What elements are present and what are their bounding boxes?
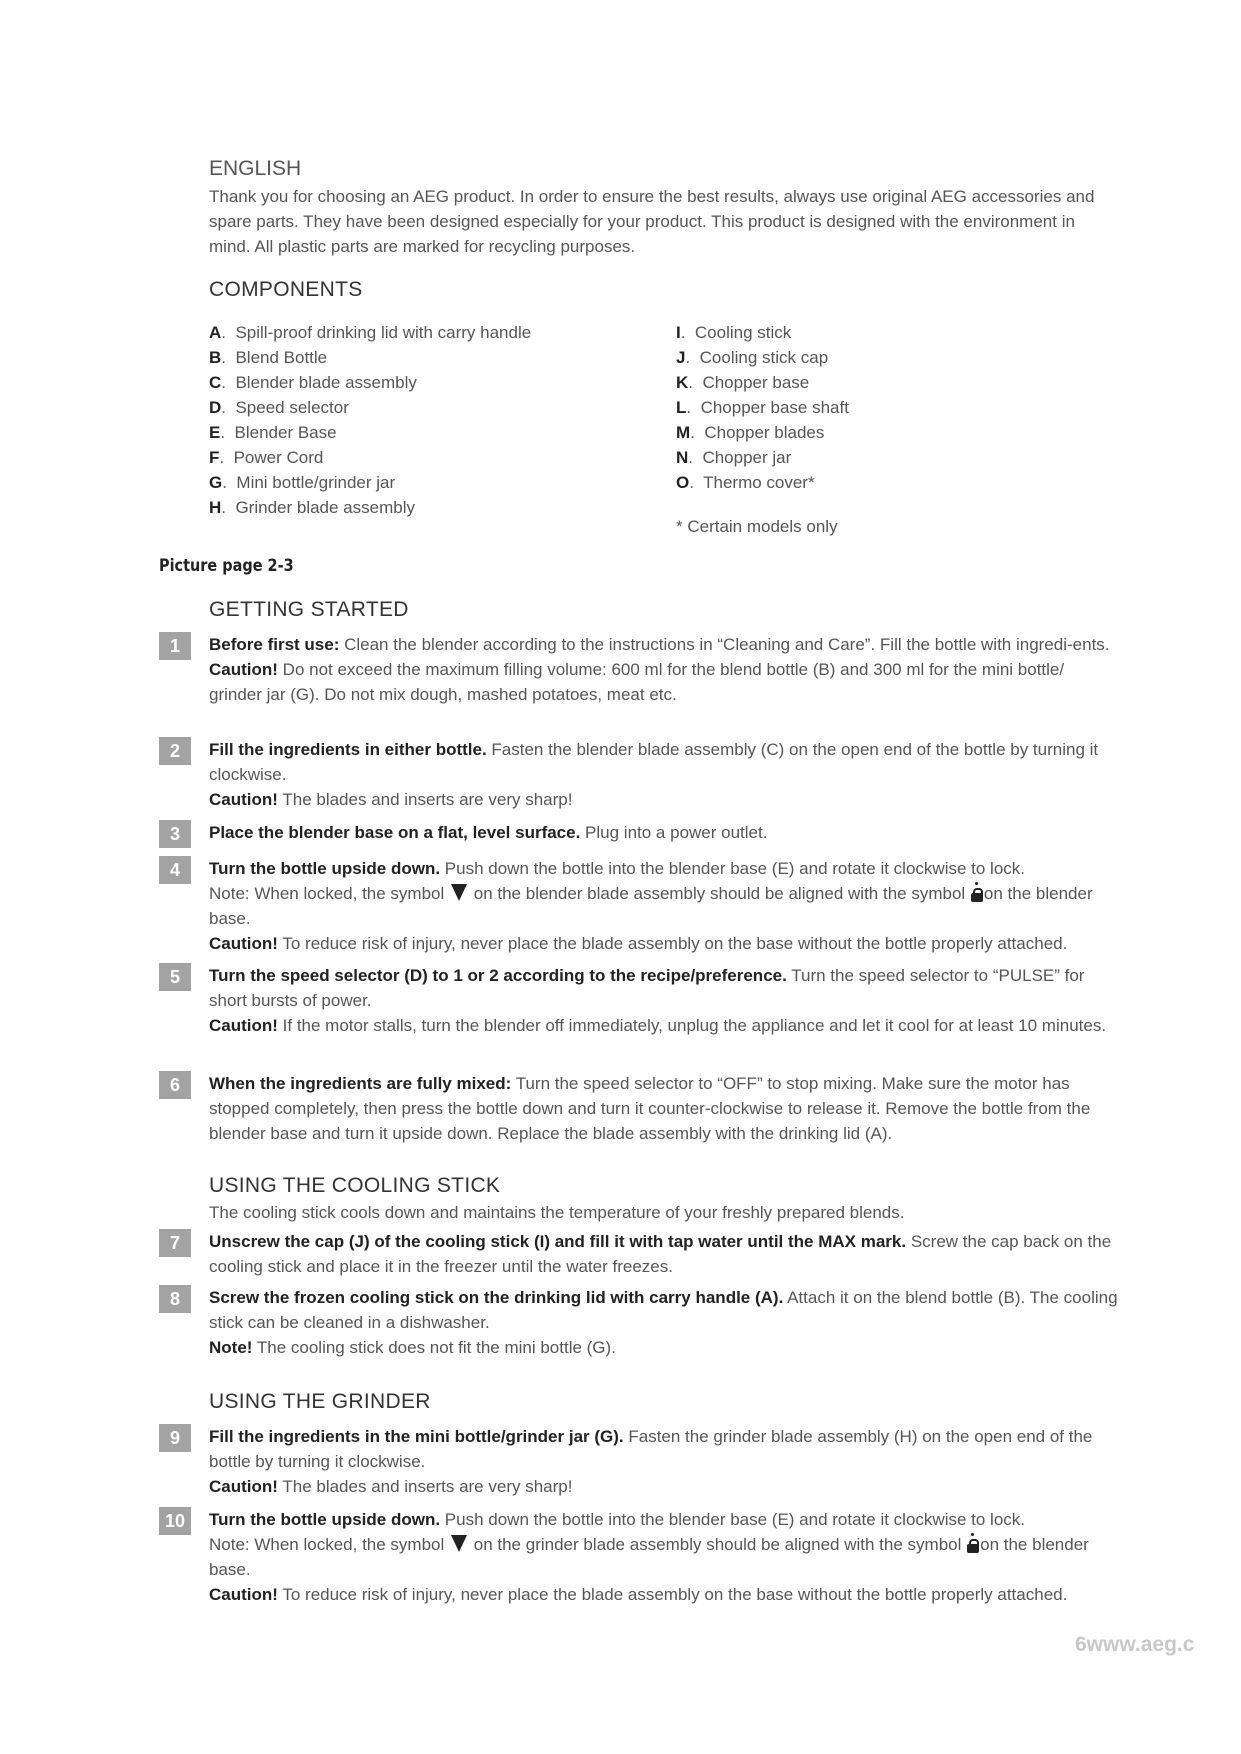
step-number-badge: 8 [159,1285,191,1313]
step-number-badge: 1 [159,632,191,660]
step-text: Turn the bottle upside down. Push down the bottle into the blender base (E) and rotate it clockwise to lock. Note: When locked, the symbol on the blender blade assembly should be aligned with the symbol on the blender base. Caution! To reduce risk of injury, never place the blade assembly on the base without the bottle properly attached. [209,859,1093,953]
component-item: F. Power Cord [209,448,324,467]
step-text: Turn the bottle upside down. Push down the bottle into the blender base (E) and rotate it clockwise to lock. Note: When locked, the symbol on the grinder blade assembly should be aligned with the symbol on the blender base. Caution! To reduce risk of injury, never place the blade assembly on the base without the bottle properly attached. [209,1510,1089,1604]
component-item: J. Cooling stick cap [676,348,829,367]
step-number-badge: 9 [159,1424,191,1452]
cooling-stick-intro: The cooling stick cools down and maintains the temperature of your freshly prepared blends. [209,1203,905,1222]
component-item: H. Grinder blade assembly [209,498,415,517]
component-item: G. Mini bottle/grinder jar [209,473,396,492]
component-item: D. Speed selector [209,398,349,417]
arrow-down-symbol-icon [451,884,467,901]
component-item: O. Thermo cover* [676,473,815,492]
components-list-left [209,320,531,520]
step-text: Fill the ingredients in either bottle. Fasten the blender blade assembly (C) on the open end of the bottle by turning it clockwise. Caution! The blades and inserts are very sharp! [209,740,1099,809]
step-number-badge: 6 [159,1071,191,1099]
grinder-heading: USING THE GRINDER [209,1390,431,1413]
component-item: L. Chopper base shaft [676,398,849,417]
step-number-badge: 3 [159,820,191,848]
page-footer: 6www.aeg.c [1075,1633,1195,1656]
lock-symbol-icon [967,1535,979,1553]
component-item: A. Spill-proof drinking lid with carry handle [209,323,532,342]
step-text: Unscrew the cap (J) of the cooling stick (I) and fill it with tap water until the MAX mark. Screw the cap back on the cooling stick and place it in the freezer until the water freezes. [209,1232,1112,1276]
components-list-right [676,320,849,495]
components-heading: COMPONENTS [209,278,363,301]
step-text: Place the blender base on a flat, level surface. Plug into a power outlet. [209,823,768,842]
step-number-badge: 2 [159,737,191,765]
language-heading: ENGLISH [209,157,302,180]
cooling-stick-heading: USING THE COOLING STICK [209,1174,501,1197]
component-item: N. Chopper jar [676,448,792,467]
components-footnote: * Certain models only [676,517,838,536]
step-number-badge: 10 [159,1507,191,1535]
step-number-badge: 5 [159,963,191,991]
step-text: When the ingredients are fully mixed: Turn the speed selector to “OFF” to stop mixing. Make sure the motor has stopped completely, then press the bottle down and turn it counter-clockwise to release it. Remove the bottle from the blender base and turn it upside down. Replace the blade assembly with the drinking lid (A). [209,1074,1091,1143]
component-item: I. Cooling stick [676,323,792,342]
step-text: Turn the speed selector (D) to 1 or 2 according to the recipe/preference. Turn the speed selector to “PULSE” for short bursts of power. Caution! If the motor stalls, turn the blender off immediately, unplug the appliance and let it cool for at least 10 minutes. [209,966,1107,1035]
step-text: Fill the ingredients in the mini bottle/grinder jar (G). Fasten the grinder blade assembly (H) on the open end of the bottle by turning it clockwise. Caution! The blades and inserts are very sharp! [209,1427,1093,1496]
component-item: K. Chopper base [676,373,810,392]
component-item: B. Blend Bottle [209,348,328,367]
picture-reference: Picture page 2-3 [159,556,294,576]
step-text: Screw the frozen cooling stick on the drinking lid with carry handle (A). Attach it on the blend bottle (B). The cooling stick can be cleaned in a dishwasher. Note! The cooling stick does not fit the mini bottle (G). [209,1288,1118,1357]
arrow-down-symbol-icon [451,1535,467,1552]
getting-started-heading: GETTING STARTED [209,598,409,621]
step-number-badge: 7 [159,1229,191,1257]
component-item: M. Chopper blades [676,423,825,442]
step-text: Before first use: Clean the blender according to the instructions in “Cleaning and Care”. Fill the bottle with ingredi-ents. Caution! Do not exceed the maximum filling volume: 600 ml for the blend bottle (B) and 300 ml for the mini bottle/ grinder jar (G). Do not mix dough, mashed potatoes, meat etc. [209,635,1110,704]
step-number-badge: 4 [159,856,191,884]
intro-paragraph: Thank you for choosing an AEG product. In order to ensure the best results, always use original AEG accessories and spare parts. They have been designed especially for your product. This product is designed with the environment in mind. All plastic parts are marked for recycling purposes. [209,187,1095,256]
component-item: E. Blender Base [209,423,337,442]
lock-symbol-icon [971,884,983,902]
component-item: C. Blender blade assembly [209,373,417,392]
